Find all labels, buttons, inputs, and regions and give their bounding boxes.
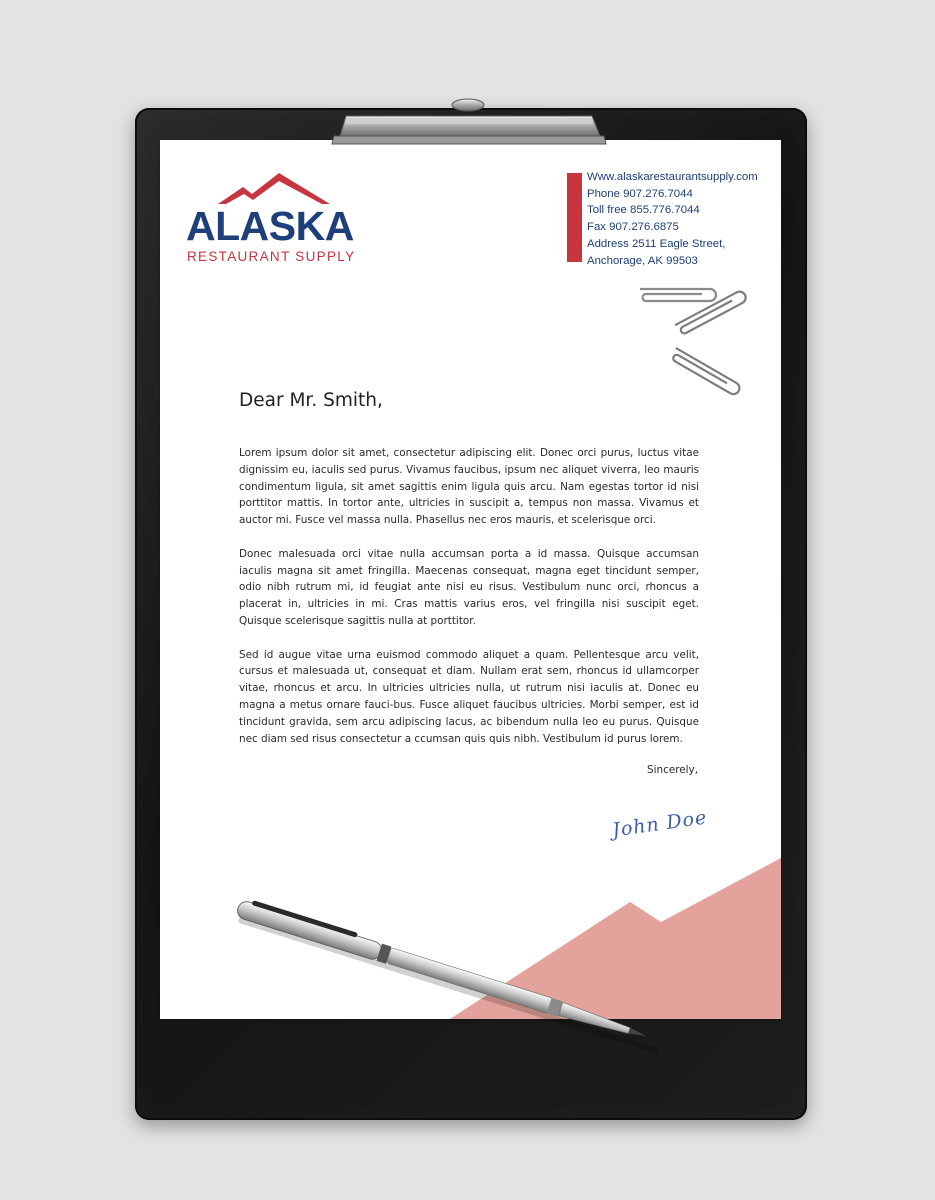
letter-paragraph: Lorem ipsum dolor sit amet, consectetur adipiscing elit. Donec orci purus, luctus vitae dignissim eu, iaculis sed purus. Vivamus faucibus, ipsum nec aliquet viverra, leo mauris condimentum ligula, sit amet sagittis enim ligula quis arcu. Nam egestas tortor id nisi porttitor mattis. In tortor ante, ultricies in suscipit a, tempus non massa. Vivamus et auctor mi. Fusce vel massa nulla. Phasellus nec eros mauris, et scelerisque orci. bbox=[239, 447, 699, 527]
logo-wordmark: ALASKA bbox=[186, 203, 354, 249]
paperclip-icon bbox=[670, 348, 742, 396]
fax-number: Fax 907.276.6875 bbox=[587, 221, 679, 234]
contact-block bbox=[587, 169, 777, 269]
company-logo bbox=[186, 170, 366, 265]
phone-number: Phone 907.276.7044 bbox=[587, 187, 693, 200]
address-line-2: Anchorage, AK 99503 bbox=[587, 254, 698, 267]
clipboard-clip bbox=[330, 96, 608, 148]
paperclip-icon bbox=[640, 289, 716, 301]
letter-closing: Sincerely, bbox=[647, 764, 698, 776]
letter-greeting: Dear Mr. Smith, bbox=[239, 390, 383, 411]
letter-paragraph: Donec malesuada orci vitae nulla accumsan porta a id massa. Quisque accumsan iaculis magna sit amet fringilla. Maecenas consequat, magna eget tincidunt semper, odio nibh rutrum mi, id feugiat ante nisi eu risus. Vestibulum nunc orci, rhoncus a placerat in, ultricies in mi. Cras mattis varius eros, vel fringilla nisi suscipit eget. Quisque scelerisque sagittis nulla at porttitor. bbox=[239, 547, 699, 627]
website-link[interactable]: Www.alaskarestaurantsupply.com bbox=[587, 171, 758, 183]
handwritten-signature: John Doe bbox=[610, 806, 709, 842]
letter-body bbox=[239, 445, 699, 764]
toll-free-number: Toll free 855.776.7044 bbox=[587, 204, 700, 217]
contact-accent-bar bbox=[567, 173, 582, 262]
letter-paragraph: Sed id augue vitae urna euismod commodo aliquet a quam. Pellentesque arcu velit, cursus et malesuada ut, consequat et diam. Nullam erat sem, rhoncus id ullamcorper vitae, rhoncus et arcu. In ultricies ultricies nulla, ut rutrum nisi iaculis at. Donec eu magna a metus ornare fauci-bus. Fusce aliquet faucibus ultricies. Morbi semper, est id tincidunt gravida, sem arcu adipiscing lacus, ac bibendum nulla leo eu purus. Quisque nec diam sed risus consectetur a ccumsan quis quis nibh. Vestibulum id purus lorem. bbox=[239, 648, 699, 745]
logo-tagline: RESTAURANT SUPPLY bbox=[187, 249, 356, 264]
letterhead-paper bbox=[160, 140, 781, 1019]
paperclips-decoration bbox=[630, 275, 760, 405]
address-line-1: Address 2511 Eagle Street, bbox=[587, 237, 726, 250]
paperclip-icon bbox=[675, 290, 748, 336]
